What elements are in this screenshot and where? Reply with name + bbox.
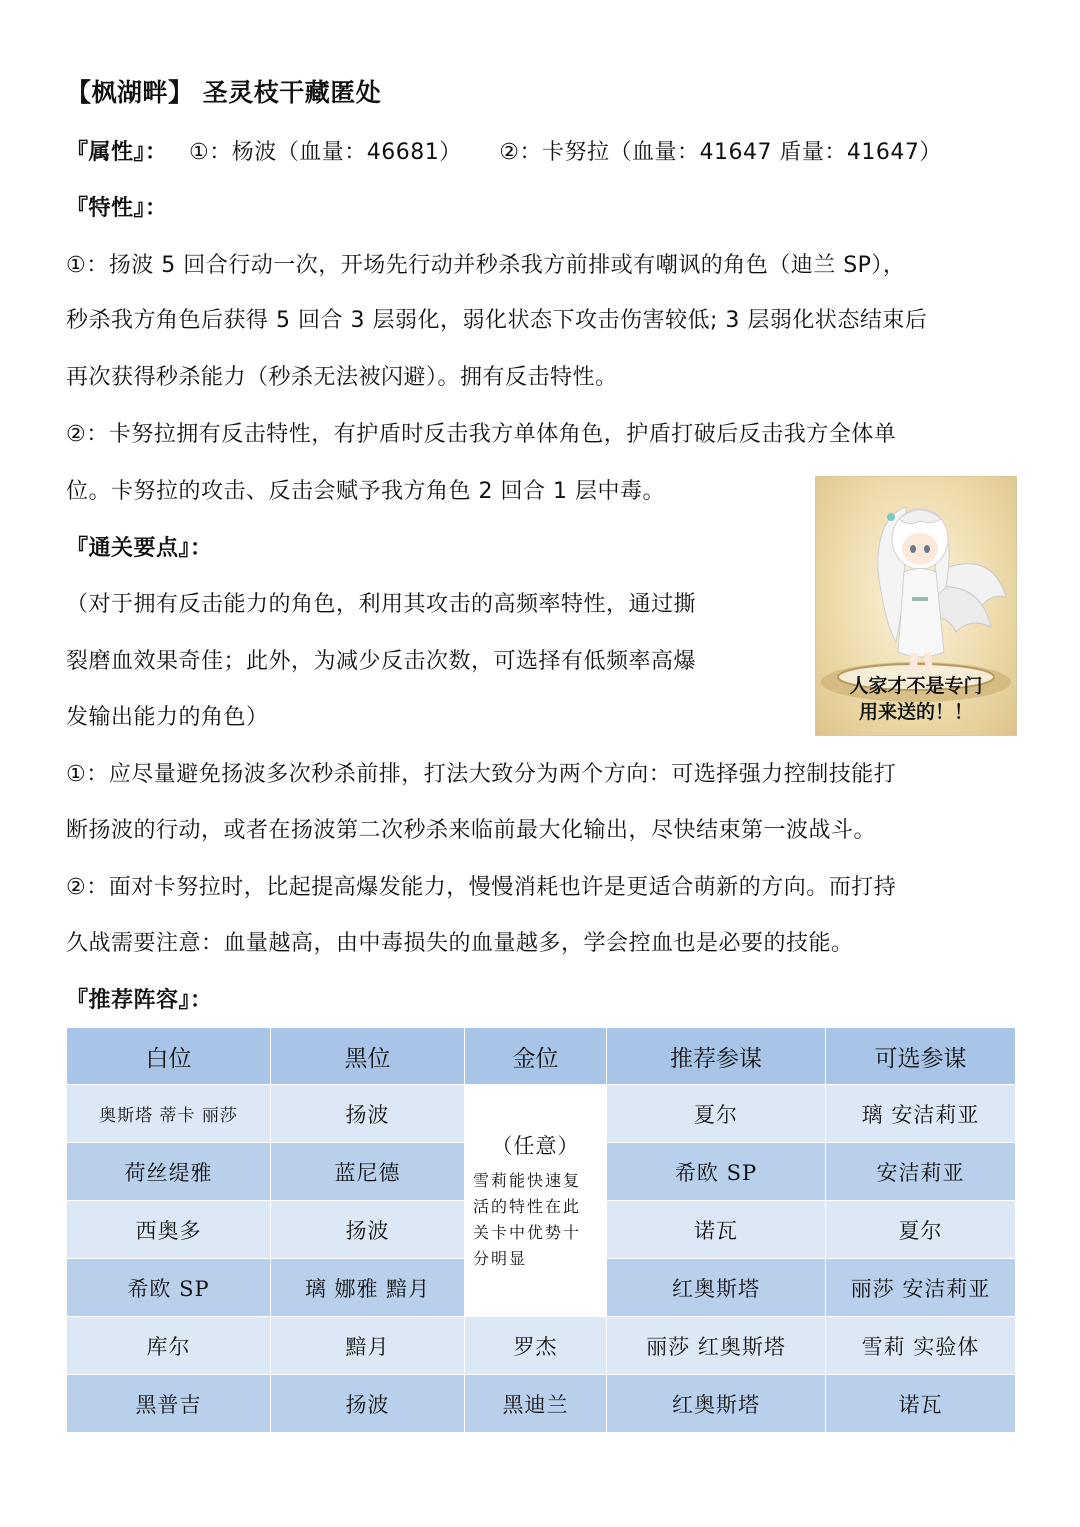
lineup-label: 『推荐阵容』：: [66, 988, 213, 1013]
gold-any-label: （任意）: [491, 1133, 580, 1158]
table-cell: 希欧 SP: [607, 1143, 826, 1201]
gold-any-note: 雪莉能快速复活的特性在此关卡中优势十分明显: [473, 1170, 582, 1268]
header-recommended-advisor: 推荐参谋: [607, 1028, 826, 1085]
table-cell: 安洁莉亚: [826, 1143, 1016, 1201]
trait-line: 秒杀我方角色后获得 5 回合 3 层弱化，弱化状态下攻击伤害较低; 3 层弱化状态结束后: [66, 308, 928, 333]
table-cell: 奥斯塔 蒂卡 丽莎: [67, 1085, 271, 1143]
character-image: [815, 476, 1017, 736]
table-row: [67, 1375, 1016, 1433]
trait-line: 位。卡努拉的攻击、反击会赋予我方角色 2 回合 1 层中毒。: [66, 479, 665, 504]
tips-label: 『通关要点』：: [66, 536, 213, 561]
table-cell: 诺瓦: [826, 1375, 1016, 1433]
table-cell: 扬波: [271, 1085, 465, 1143]
table-row: [67, 1317, 1016, 1375]
table-cell: 扬波: [271, 1201, 465, 1259]
table-cell: 丽莎 红奥斯塔: [607, 1317, 826, 1375]
lineup-table: [66, 1027, 1016, 1433]
table-cell: 黯月: [271, 1317, 465, 1375]
attributes-line: [66, 138, 942, 168]
table-cell: 扬波: [271, 1375, 465, 1433]
table-cell: 黑普吉: [67, 1375, 271, 1433]
table-cell: 库尔: [67, 1317, 271, 1375]
table-cell: 璃 安洁莉亚: [826, 1085, 1016, 1143]
tips-intro-line: 裂磨血效果奇佳；此外，为减少反击次数，可选择有低频率高爆: [66, 649, 697, 674]
tips-line: 断扬波的行动，或者在扬波第二次秒杀来临前最大化输出，尽快结束第一波战斗。: [66, 818, 877, 843]
table-cell: 雪莉 实验体: [826, 1317, 1016, 1375]
table-cell: 蓝尼德: [271, 1143, 465, 1201]
traits-label: 『特性』：: [66, 196, 168, 221]
trait-line: ②：卡努拉拥有反击特性，有护盾时反击我方单体角色，护盾打破后反击我方全体单: [66, 422, 897, 447]
tips-intro-line: 发输出能力的角色）: [66, 705, 269, 730]
tips-line: ①：应尽量避免扬波多次秒杀前排，打法大致分为两个方向：可选择强力控制技能打: [66, 762, 897, 787]
table-cell: 荷丝缇雅: [67, 1143, 271, 1201]
table-cell: 璃 娜雅 黯月: [271, 1259, 465, 1317]
table-row: [67, 1085, 1016, 1143]
tips-line: ②：面对卡努拉时，比起提高爆发能力，慢慢消耗也许是更适合萌新的方向。而打持: [66, 875, 897, 900]
tips-intro-line: （对于拥有反击能力的角色，利用其攻击的高频率特性，通过撕: [66, 592, 697, 617]
table-cell: 夏尔: [826, 1201, 1016, 1259]
table-cell: 黑迪兰: [465, 1375, 607, 1433]
table-cell: 夏尔: [607, 1085, 826, 1143]
header-optional-advisor: 可选参谋: [826, 1028, 1016, 1085]
table-cell: 希欧 SP: [67, 1259, 271, 1317]
trait-line: 再次获得秒杀能力（秒杀无法被闪避）。拥有反击特性。: [66, 365, 618, 390]
header-white-slot: 白位: [67, 1028, 271, 1085]
tips-line: 久战需要注意：血量越高，由中毒损失的血量越多，学会控血也是必要的技能。: [66, 931, 854, 956]
attributes-label: 『属性』：: [66, 140, 168, 165]
boss1-attributes: ①：杨波（血量：46681）: [189, 140, 462, 165]
table-header-row: [67, 1028, 1016, 1085]
gold-any-cell: [465, 1085, 607, 1317]
header-black-slot: 黑位: [271, 1028, 465, 1085]
image-caption-line: 人家才不是专门: [849, 675, 983, 697]
header-gold-slot: 金位: [465, 1028, 607, 1085]
table-cell: 红奥斯塔: [607, 1259, 826, 1317]
page-title: 【枫湖畔】 圣灵枝干藏匿处: [66, 78, 382, 107]
trait-line: ①：扬波 5 回合行动一次，开场先行动并秒杀我方前排或有嘲讽的角色（迪兰 SP），: [66, 253, 906, 278]
boss2-attributes: ②：卡努拉（血量：41647 盾量：41647）: [499, 140, 942, 165]
table-cell: 西奥多: [67, 1201, 271, 1259]
table-cell: 红奥斯塔: [607, 1375, 826, 1433]
table-cell: 罗杰: [465, 1317, 607, 1375]
table-cell: 诺瓦: [607, 1201, 826, 1259]
table-cell: 丽莎 安洁莉亚: [826, 1259, 1016, 1317]
image-caption-line: 用来送的！！: [858, 701, 973, 723]
